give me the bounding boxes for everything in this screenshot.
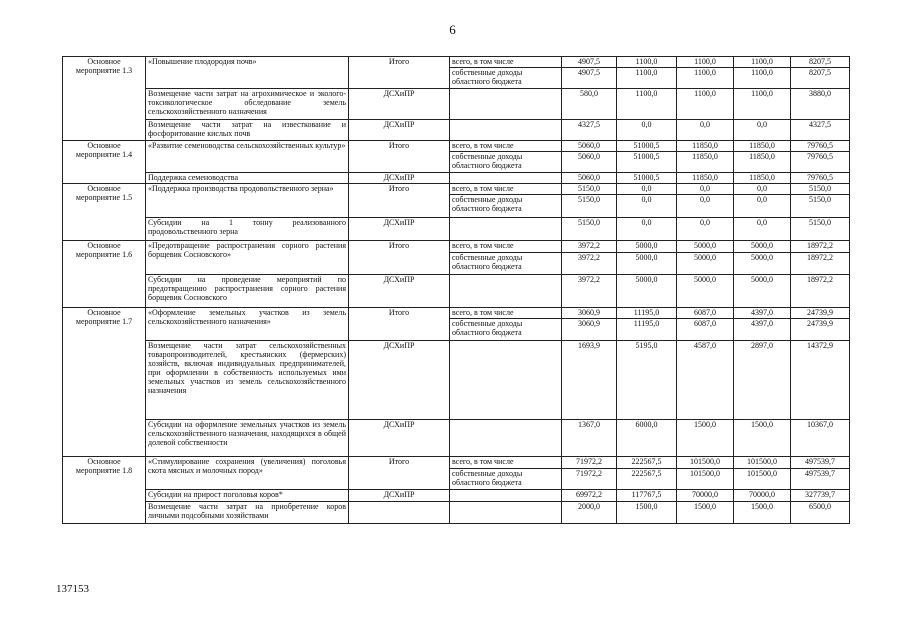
year-value-cell: 0,0 — [677, 184, 734, 195]
year-value-cell: 0,0 — [617, 184, 677, 195]
year-value-cell: 5000,0 — [677, 253, 734, 275]
year-value-cell: 0,0 — [734, 218, 791, 241]
year-value-cell: 71972,2 — [562, 469, 617, 490]
total-value-cell: 8207,5 — [791, 57, 850, 68]
activity-cell: Основное мероприятие 1.5 — [63, 184, 146, 241]
year-value-cell: 0,0 — [734, 184, 791, 195]
year-value-cell: 11195,0 — [617, 308, 677, 319]
year-value-cell: 101500,0 — [677, 457, 734, 469]
year-value-cell: 1500,0 — [677, 502, 734, 524]
year-value-cell: 5000,0 — [677, 241, 734, 253]
executor-cell: ДСХиПР — [349, 120, 450, 141]
year-value-cell: 1100,0 — [677, 68, 734, 89]
year-value-cell: 3060,9 — [562, 319, 617, 341]
table-row — [63, 420, 850, 457]
table-row — [63, 89, 850, 120]
year-value-cell: 69972,2 — [562, 490, 617, 502]
year-value-cell: 0,0 — [617, 195, 677, 218]
executor-cell: Итого — [349, 457, 450, 490]
year-value-cell: 6087,0 — [677, 308, 734, 319]
year-value-cell: 5000,0 — [617, 241, 677, 253]
year-value-cell: 51000,5 — [617, 152, 677, 173]
total-value-cell: 5150,0 — [791, 195, 850, 218]
year-value-cell: 4587,0 — [677, 341, 734, 420]
funding-source-cell: всего, в том числе — [450, 241, 562, 253]
year-value-cell: 5060,0 — [562, 141, 617, 152]
total-value-cell: 5150,0 — [791, 218, 850, 241]
total-value-cell: 3880,0 — [791, 89, 850, 120]
executor-cell: Итого — [349, 184, 450, 218]
year-value-cell: 580,0 — [562, 89, 617, 120]
year-value-cell: 5150,0 — [562, 218, 617, 241]
funding-source-cell: собственные доходы областного бюджета — [450, 68, 562, 89]
table-row — [63, 502, 850, 524]
total-value-cell: 6500,0 — [791, 502, 850, 524]
funding-source-cell — [450, 341, 562, 420]
document-code: 137153 — [56, 583, 89, 595]
year-value-cell: 2000,0 — [562, 502, 617, 524]
year-value-cell: 5060,0 — [562, 152, 617, 173]
funding-source-cell: всего, в том числе — [450, 141, 562, 152]
measure-name-cell: «Стимулирование сохранения (увеличения) поголовья скота мясных и молочных пород» — [146, 457, 349, 490]
year-value-cell: 11850,0 — [677, 173, 734, 184]
year-value-cell: 4907,5 — [562, 68, 617, 89]
table-row — [63, 241, 850, 253]
total-value-cell: 18972,2 — [791, 241, 850, 253]
funding-source-cell — [450, 120, 562, 141]
year-value-cell: 11850,0 — [734, 152, 791, 173]
year-value-cell: 0,0 — [677, 195, 734, 218]
total-value-cell: 79760,5 — [791, 152, 850, 173]
funding-source-cell: собственные доходы областного бюджета — [450, 319, 562, 341]
year-value-cell: 0,0 — [677, 218, 734, 241]
year-value-cell: 11850,0 — [734, 173, 791, 184]
total-value-cell: 79760,5 — [791, 141, 850, 152]
funding-source-cell — [450, 275, 562, 308]
table-row — [63, 308, 850, 319]
year-value-cell: 222567,5 — [617, 469, 677, 490]
year-value-cell: 51000,5 — [617, 141, 677, 152]
year-value-cell: 101500,0 — [734, 457, 791, 469]
year-value-cell: 11850,0 — [734, 141, 791, 152]
budget-table — [62, 56, 850, 524]
table-row — [63, 173, 850, 184]
total-value-cell: 24739,9 — [791, 308, 850, 319]
total-value-cell: 327739,7 — [791, 490, 850, 502]
year-value-cell: 5000,0 — [734, 253, 791, 275]
year-value-cell: 70000,0 — [734, 490, 791, 502]
total-value-cell: 497539,7 — [791, 457, 850, 469]
year-value-cell: 1693,9 — [562, 341, 617, 420]
executor-cell: Итого — [349, 308, 450, 341]
year-value-cell: 5150,0 — [562, 195, 617, 218]
table-row — [63, 120, 850, 141]
year-value-cell: 1100,0 — [617, 68, 677, 89]
year-value-cell: 3972,2 — [562, 253, 617, 275]
year-value-cell: 5150,0 — [562, 184, 617, 195]
measure-name-cell: «Поддержка производства продовольственного зерна» — [146, 184, 349, 218]
total-value-cell: 5150,0 — [791, 184, 850, 195]
executor-cell: ДСХиПР — [349, 341, 450, 420]
measure-name-cell: «Предотвращение распространения сорного растения борщевик Сосновского» — [146, 241, 349, 275]
year-value-cell: 1367,0 — [562, 420, 617, 457]
measure-name-cell: Субсидии на прирост поголовья коров* — [146, 490, 349, 502]
total-value-cell: 79760,5 — [791, 173, 850, 184]
measure-name-cell: «Повышение плодородия почв» — [146, 57, 349, 89]
funding-source-cell: собственные доходы областного бюджета — [450, 253, 562, 275]
executor-cell: Итого — [349, 241, 450, 275]
activity-cell: Основное мероприятие 1.3 — [63, 57, 146, 141]
year-value-cell: 1100,0 — [734, 89, 791, 120]
year-value-cell: 1100,0 — [617, 57, 677, 68]
total-value-cell: 18972,2 — [791, 253, 850, 275]
year-value-cell: 1500,0 — [677, 420, 734, 457]
executor-cell — [349, 502, 450, 524]
total-value-cell: 497539,7 — [791, 469, 850, 490]
executor-cell: ДСХиПР — [349, 275, 450, 308]
funding-source-cell: собственные доходы областного бюджета — [450, 152, 562, 173]
year-value-cell: 101500,0 — [734, 469, 791, 490]
year-value-cell: 0,0 — [617, 218, 677, 241]
year-value-cell: 3060,9 — [562, 308, 617, 319]
total-value-cell: 10367,0 — [791, 420, 850, 457]
measure-name-cell: Субсидии на 1 тонну реализованного продовольственного зерна — [146, 218, 349, 241]
year-value-cell: 3972,2 — [562, 241, 617, 253]
year-value-cell: 51000,5 — [617, 173, 677, 184]
executor-cell: Итого — [349, 57, 450, 89]
funding-source-cell — [450, 173, 562, 184]
year-value-cell: 0,0 — [734, 120, 791, 141]
funding-source-cell: собственные доходы областного бюджета — [450, 195, 562, 218]
year-value-cell: 2897,0 — [734, 341, 791, 420]
funding-source-cell — [450, 490, 562, 502]
table-row — [63, 218, 850, 241]
executor-cell: ДСХиПР — [349, 490, 450, 502]
activity-cell: Основное мероприятие 1.8 — [63, 457, 146, 524]
table-row — [63, 490, 850, 502]
measure-name-cell: Субсидии на проведение мероприятий по предотвращению распространения сорного растения борщевик Сосновского — [146, 275, 349, 308]
executor-cell: ДСХиПР — [349, 420, 450, 457]
year-value-cell: 5195,0 — [617, 341, 677, 420]
executor-cell: ДСХиПР — [349, 218, 450, 241]
page-number: 6 — [449, 22, 456, 37]
year-value-cell: 4397,0 — [734, 319, 791, 341]
year-value-cell: 6000,0 — [617, 420, 677, 457]
year-value-cell: 1100,0 — [734, 57, 791, 68]
measure-name-cell: Поддержка семеноводства — [146, 173, 349, 184]
table-row — [63, 341, 850, 420]
year-value-cell: 11850,0 — [677, 141, 734, 152]
year-value-cell: 1100,0 — [677, 57, 734, 68]
table-row — [63, 184, 850, 195]
measure-name-cell: Возмещение части затрат на известкование и фосфоритование кислых почв — [146, 120, 349, 141]
year-value-cell: 117767,5 — [617, 490, 677, 502]
measure-name-cell: Возмещение части затрат на приобретение коров личными подсобными хозяйствами — [146, 502, 349, 524]
year-value-cell: 4327,5 — [562, 120, 617, 141]
table-row — [63, 57, 850, 68]
year-value-cell: 1500,0 — [617, 502, 677, 524]
funding-source-cell — [450, 218, 562, 241]
funding-source-cell: всего, в том числе — [450, 57, 562, 68]
year-value-cell: 0,0 — [617, 120, 677, 141]
total-value-cell: 18972,2 — [791, 275, 850, 308]
year-value-cell: 5000,0 — [617, 275, 677, 308]
year-value-cell: 5000,0 — [734, 275, 791, 308]
year-value-cell: 5060,0 — [562, 173, 617, 184]
total-value-cell: 4327,5 — [791, 120, 850, 141]
year-value-cell: 5000,0 — [677, 275, 734, 308]
table-row — [63, 457, 850, 469]
total-value-cell: 14372,9 — [791, 341, 850, 420]
year-value-cell: 0,0 — [734, 195, 791, 218]
year-value-cell: 11195,0 — [617, 319, 677, 341]
year-value-cell: 1500,0 — [734, 502, 791, 524]
year-value-cell: 1100,0 — [617, 89, 677, 120]
activity-cell: Основное мероприятие 1.7 — [63, 308, 146, 457]
year-value-cell: 1500,0 — [734, 420, 791, 457]
funding-source-cell — [450, 502, 562, 524]
year-value-cell: 5000,0 — [617, 253, 677, 275]
measure-name-cell: Возмещение части затрат на агрохимическое и эколого-токсикологическое обследование земель сельскохозяйственного назначения — [146, 89, 349, 120]
year-value-cell: 4397,0 — [734, 308, 791, 319]
activity-cell: Основное мероприятие 1.4 — [63, 141, 146, 184]
funding-source-cell: всего, в том числе — [450, 184, 562, 195]
funding-source-cell — [450, 420, 562, 457]
funding-source-cell: собственные доходы областного бюджета — [450, 469, 562, 490]
activity-cell: Основное мероприятие 1.6 — [63, 241, 146, 308]
executor-cell: ДСХиПР — [349, 89, 450, 120]
year-value-cell: 71972,2 — [562, 457, 617, 469]
year-value-cell: 6087,0 — [677, 319, 734, 341]
year-value-cell: 70000,0 — [677, 490, 734, 502]
year-value-cell: 101500,0 — [677, 469, 734, 490]
measure-name-cell: «Оформление земельных участков из земель сельскохозяйственного назначения» — [146, 308, 349, 341]
year-value-cell: 4907,5 — [562, 57, 617, 68]
year-value-cell: 11850,0 — [677, 152, 734, 173]
funding-source-cell: всего, в том числе — [450, 308, 562, 319]
year-value-cell: 5000,0 — [734, 241, 791, 253]
total-value-cell: 24739,9 — [791, 319, 850, 341]
year-value-cell: 222567,5 — [617, 457, 677, 469]
table-row — [63, 141, 850, 152]
measure-name-cell: «Развитие семеноводства сельскохозяйственных культур» — [146, 141, 349, 173]
measure-name-cell: Субсидии на оформление земельных участков из земель сельскохозяйственного назначения, находящихся в общей долевой собственности — [146, 420, 349, 457]
year-value-cell: 3972,2 — [562, 275, 617, 308]
funding-source-cell — [450, 89, 562, 120]
year-value-cell: 1100,0 — [677, 89, 734, 120]
total-value-cell: 8207,5 — [791, 68, 850, 89]
executor-cell: ДСХиПР — [349, 173, 450, 184]
year-value-cell: 0,0 — [677, 120, 734, 141]
table-row — [63, 275, 850, 308]
executor-cell: Итого — [349, 141, 450, 173]
funding-source-cell: всего, в том числе — [450, 457, 562, 469]
measure-name-cell: Возмещение части затрат сельскохозяйственных товаропроизводителей, крестьянских (фермерских) хозяйств, включая индивидуальных предпринимателей, при оформлении в собственность используемых ими земельных участков из земель сельскохозяйственного назначения — [146, 341, 349, 420]
year-value-cell: 1100,0 — [734, 68, 791, 89]
